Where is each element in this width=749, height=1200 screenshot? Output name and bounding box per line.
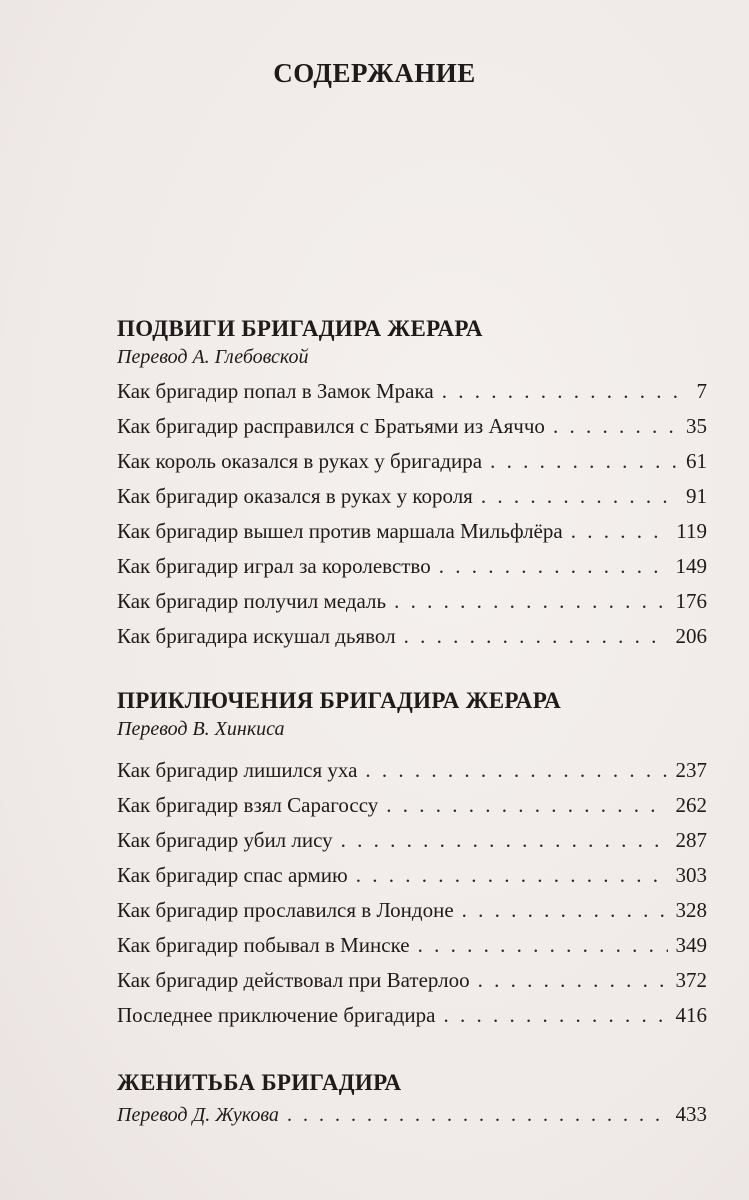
entry-page: 433 bbox=[675, 1102, 707, 1126]
entry-page: 237 bbox=[675, 758, 707, 782]
toc-list bbox=[117, 758, 707, 1038]
entry-page: 328 bbox=[675, 898, 707, 922]
section-translator: Перевод В. Хинкиса bbox=[117, 718, 285, 740]
entry-page: 372 bbox=[675, 968, 707, 992]
page-title: СОДЕРЖАНИЕ bbox=[273, 58, 476, 88]
entry-title: Как бригадир прославился в Лондоне bbox=[117, 898, 454, 922]
entry-title: Как бригадир спас армию bbox=[117, 863, 348, 887]
entry-title: Как бригадир лишился уха bbox=[117, 758, 358, 782]
toc-entry[interactable] bbox=[117, 624, 707, 659]
entry-title: Как король оказался в руках у бригадира bbox=[117, 449, 483, 473]
toc-entry[interactable] bbox=[117, 793, 707, 828]
section-heading: ПРИКЛЮЧЕНИЯ БРИГАДИРА ЖЕРАРА bbox=[117, 688, 562, 713]
toc-entry[interactable] bbox=[117, 1003, 707, 1038]
entry-page: 303 bbox=[675, 863, 707, 887]
entry-title: Как бригадир играл за королевство bbox=[117, 554, 431, 578]
entry-title: Как бригадира искушал дьявол bbox=[117, 624, 396, 648]
leader-dots bbox=[442, 379, 689, 404]
toc-list bbox=[117, 379, 707, 659]
leader-dots bbox=[490, 449, 678, 474]
section-priklyucheniya bbox=[117, 686, 707, 1038]
section-zhenitba bbox=[117, 1068, 707, 1127]
leader-dots bbox=[462, 898, 668, 923]
toc-entry[interactable] bbox=[117, 758, 707, 793]
leader-dots bbox=[553, 414, 678, 439]
toc-entry[interactable] bbox=[117, 414, 707, 449]
leader-dots bbox=[443, 1003, 667, 1028]
toc-entry[interactable] bbox=[117, 1102, 707, 1127]
leader-dots bbox=[404, 624, 668, 649]
entry-title: Как бригадир расправился с Братьями из Аяччо bbox=[117, 414, 545, 438]
entry-title: Последнее приключение бригадира bbox=[117, 1003, 436, 1027]
leader-dots bbox=[386, 793, 667, 818]
section-translator: Перевод А. Глебовской bbox=[117, 346, 309, 368]
entry-page: 262 bbox=[675, 793, 707, 817]
leader-dots bbox=[365, 758, 667, 783]
leader-dots bbox=[571, 519, 669, 544]
entry-title: Как бригадир взял Сарагоссу bbox=[117, 793, 379, 817]
toc-entry[interactable] bbox=[117, 554, 707, 589]
leader-dots bbox=[341, 828, 668, 853]
entry-page: 35 bbox=[686, 414, 707, 438]
entry-page: 349 bbox=[675, 933, 707, 957]
entry-title: Как бригадир действовал при Ватерлоо bbox=[117, 968, 470, 992]
leader-dots bbox=[356, 863, 668, 888]
leader-dots bbox=[478, 968, 668, 993]
section-heading: ПОДВИГИ БРИГАДИРА ЖЕРАРА bbox=[117, 316, 483, 341]
entry-page: 149 bbox=[675, 554, 707, 578]
toc-entry[interactable] bbox=[117, 898, 707, 933]
toc-entry[interactable] bbox=[117, 484, 707, 519]
toc-entry[interactable] bbox=[117, 968, 707, 1003]
leader-dots bbox=[481, 484, 678, 509]
entry-title: Как бригадир убил лису bbox=[117, 828, 333, 852]
leader-dots bbox=[418, 933, 668, 958]
entry-page: 61 bbox=[686, 449, 707, 473]
entry-page: 91 bbox=[686, 484, 707, 508]
toc-entry[interactable] bbox=[117, 589, 707, 624]
entry-title: Как бригадир вышел против маршала Мильфлёра bbox=[117, 519, 563, 543]
entry-page: 206 bbox=[675, 624, 707, 648]
toc-entry[interactable] bbox=[117, 519, 707, 554]
entry-page: 416 bbox=[675, 1003, 707, 1027]
entry-page: 176 bbox=[675, 589, 707, 613]
entry-title: Как бригадир попал в Замок Мрака bbox=[117, 379, 434, 403]
toc-entry[interactable] bbox=[117, 863, 707, 898]
leader-dots bbox=[394, 589, 667, 614]
leader-dots bbox=[287, 1104, 668, 1127]
leader-dots bbox=[439, 554, 668, 579]
section-heading: ЖЕНИТЬБА БРИГАДИРА bbox=[117, 1070, 402, 1095]
entry-title: Как бригадир оказался в руках у короля bbox=[117, 484, 473, 508]
entry-page: 7 bbox=[696, 379, 707, 403]
section-translator: Перевод Д. Жукова bbox=[117, 1104, 279, 1126]
toc-entry[interactable] bbox=[117, 933, 707, 968]
toc-entry[interactable] bbox=[117, 379, 707, 414]
entry-title: Как бригадир побывал в Минске bbox=[117, 933, 410, 957]
toc-entry[interactable] bbox=[117, 828, 707, 863]
toc-entry[interactable] bbox=[117, 449, 707, 484]
entry-page: 287 bbox=[675, 828, 707, 852]
entry-title: Как бригадир получил медаль bbox=[117, 589, 387, 613]
entry-page: 119 bbox=[676, 519, 707, 543]
section-podvigi bbox=[117, 314, 707, 659]
